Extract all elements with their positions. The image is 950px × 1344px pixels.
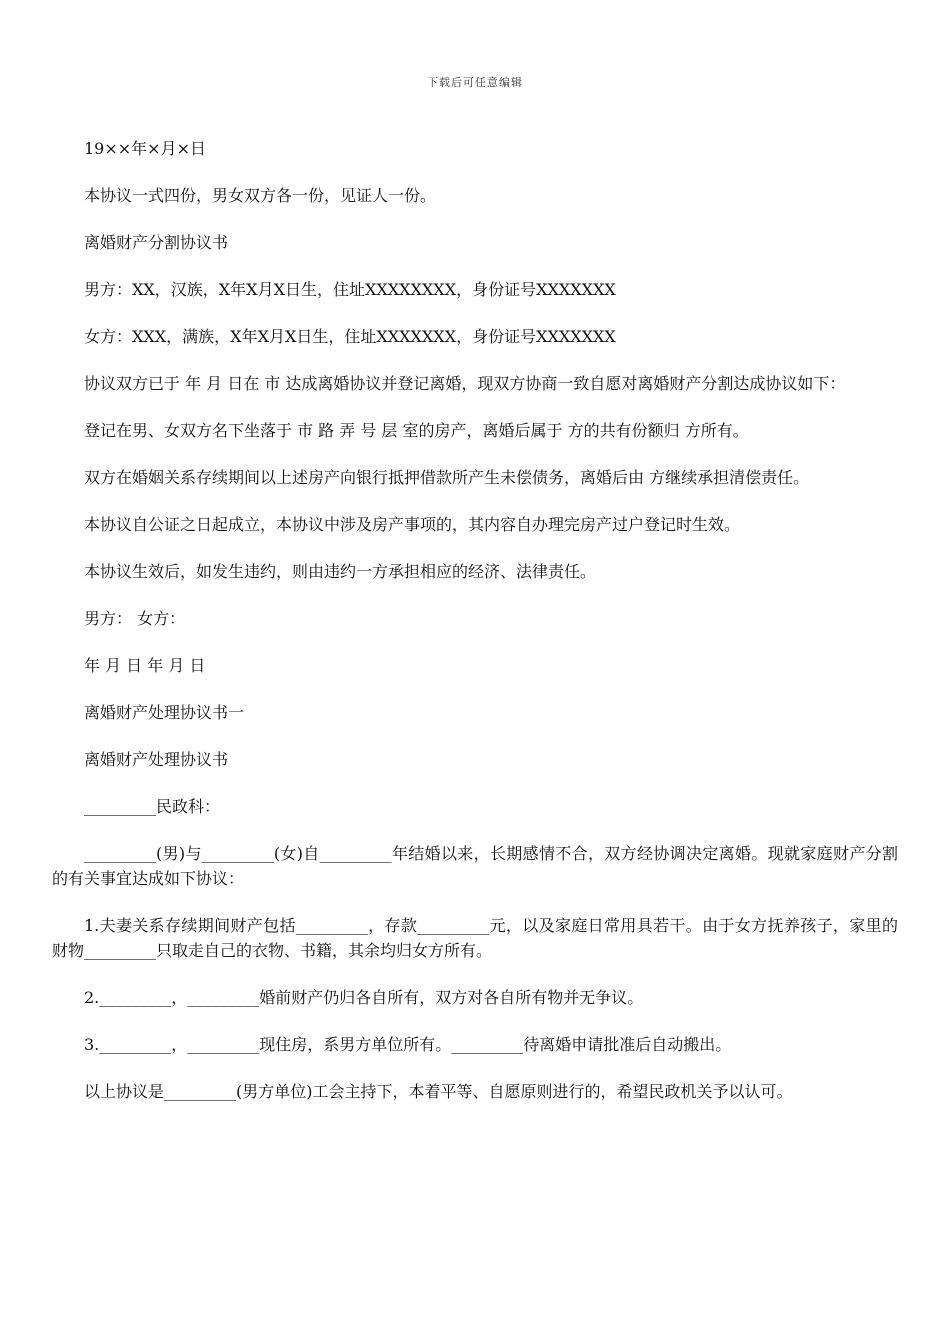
- female-party-info: 女方：XXX，满族，X年X月X日生，住址XXXXXXX，身份证号XXXXXXX: [84, 327, 616, 346]
- signature-date-line: 年 月 日 年 月 日: [84, 656, 206, 675]
- handling-item-3: 3._________，_________现住房，系男方单位所有。_________待离婚申请批准后自动搬出。: [84, 1035, 732, 1054]
- section-title-handling-one: 离婚财产处理协议书一: [84, 703, 245, 722]
- page-header: 下载后可任意编辑: [427, 76, 523, 89]
- addressee-line: _________民政科：: [84, 797, 221, 816]
- handling-item-2: 2._________，_________婚前财产仍归各自所有，双方对各自所有物并无争议。: [84, 988, 644, 1007]
- handling-item-1: 1.夫妻关系存续期间财产包括_________，存款_________元，以及家庭日常用具若干。由于女方抚养孩子，家里的财物_________只取走自己的衣物、书籍，其余均归女方所有。: [52, 916, 898, 960]
- agreement-intro: 协议双方已于 年 月 日在 市 达成离婚协议并登记离婚，现双方协商一致自愿对离婚财产分割达成协议如下：: [84, 374, 846, 393]
- male-party-info: 男方：XX，汉族，X年X月X日生，住址XXXXXXXX，身份证号XXXXXXX: [84, 280, 616, 299]
- property-clause: 登记在男、女双方名下坐落于 市 路 弄 号 层 室的房产，离婚后属于 方的共有份额归 方所有。: [84, 421, 749, 440]
- debt-clause: 双方在婚姻关系存续期间以上述房产向银行抵押借款所产生未偿债务，离婚后由 方继续承担清偿责任。: [84, 468, 810, 487]
- handling-conclusion: 以上协议是_________(男方单位)工会主持下，本着平等、自愿原则进行的，希望民政机关予以认可。: [84, 1082, 793, 1101]
- date-line: 19××年×月×日: [84, 139, 206, 158]
- effective-clause: 本协议自公证之日起成立，本协议中涉及房产事项的，其内容自办理完房产过户登记时生效。: [84, 515, 741, 534]
- handling-intro: _________(男)与_________(女)自_________年结婚以来，长期感情不合，双方经协调决定离婚。现就家庭财产分割的有关事宜达成如下协议：: [52, 844, 898, 888]
- breach-clause: 本协议生效后，如发生违约，则由违约一方承担相应的经济、法律责任。: [84, 562, 597, 581]
- section-title-handling: 离婚财产处理协议书: [84, 750, 229, 769]
- copies-clause: 本协议一式四份，男女双方各一份，见证人一份。: [84, 186, 437, 205]
- document-body: [52, 136, 898, 1126]
- signature-line: 男方： 女方：: [84, 609, 186, 628]
- section-title-property-division: 离婚财产分割协议书: [84, 233, 229, 252]
